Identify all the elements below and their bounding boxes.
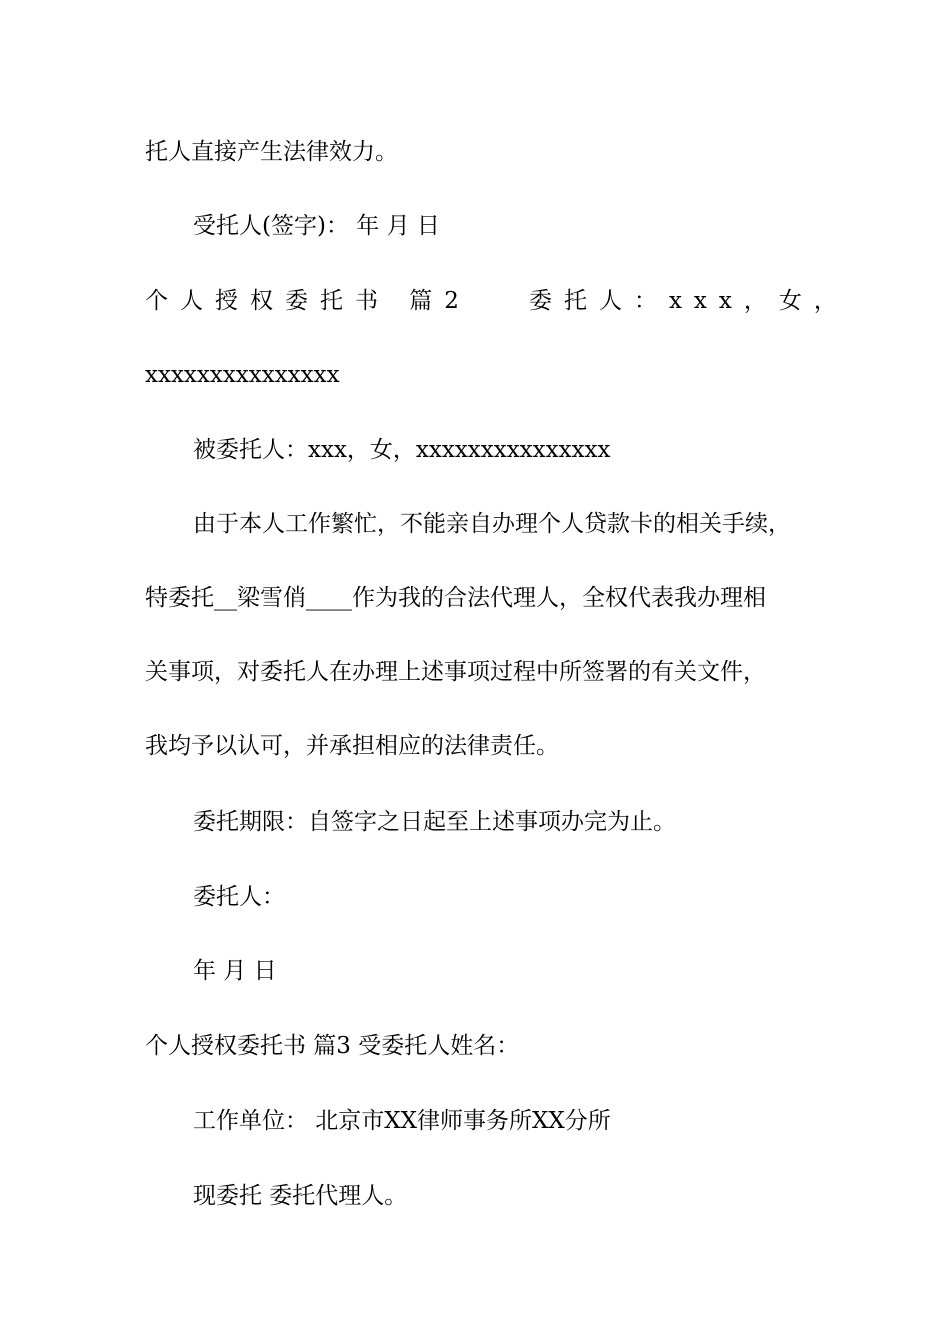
section-heading-3: 个人授权委托书 篇3 受委托人姓名： [145,1033,520,1059]
agent-line: 被委托人：xxx，女，xxxxxxxxxxxxxxx [193,437,611,463]
work-unit-line: 工作单位： 北京市XX律师事务所XX分所 [193,1108,611,1134]
paragraph-line: 托人直接产生法律效力。 [145,139,398,165]
paragraph-line: 现委托 委托代理人。 [193,1183,408,1209]
paragraph-line: 我均予以认可，并承担相应的法律责任。 [145,733,559,759]
principal-label: 委托人：xxx，女， [528,288,849,314]
paragraph-line: 由于本人工作繁忙，不能亲自办理个人贷款卡的相关手续， [193,511,791,537]
section-title-2: 个人授权委托书 篇2 [145,288,471,314]
term-line: 委托期限：自签字之日起至上述事项办完为止。 [193,809,676,835]
paragraph-line: 特委托__梁雪俏____作为我的合法代理人，全权代表我办理相 [145,585,766,611]
trustee-signature-line: 受托人(签字)： 年 月 日 [193,213,440,239]
principal-signature-line: 委托人： [193,884,285,910]
principal-id-line: xxxxxxxxxxxxxxx [145,362,340,388]
paragraph-line: 关事项，对委托人在办理上述事项过程中所签署的有关文件， [145,659,766,685]
section-heading-2 [145,286,849,316]
date-line: 年 月 日 [193,958,277,984]
